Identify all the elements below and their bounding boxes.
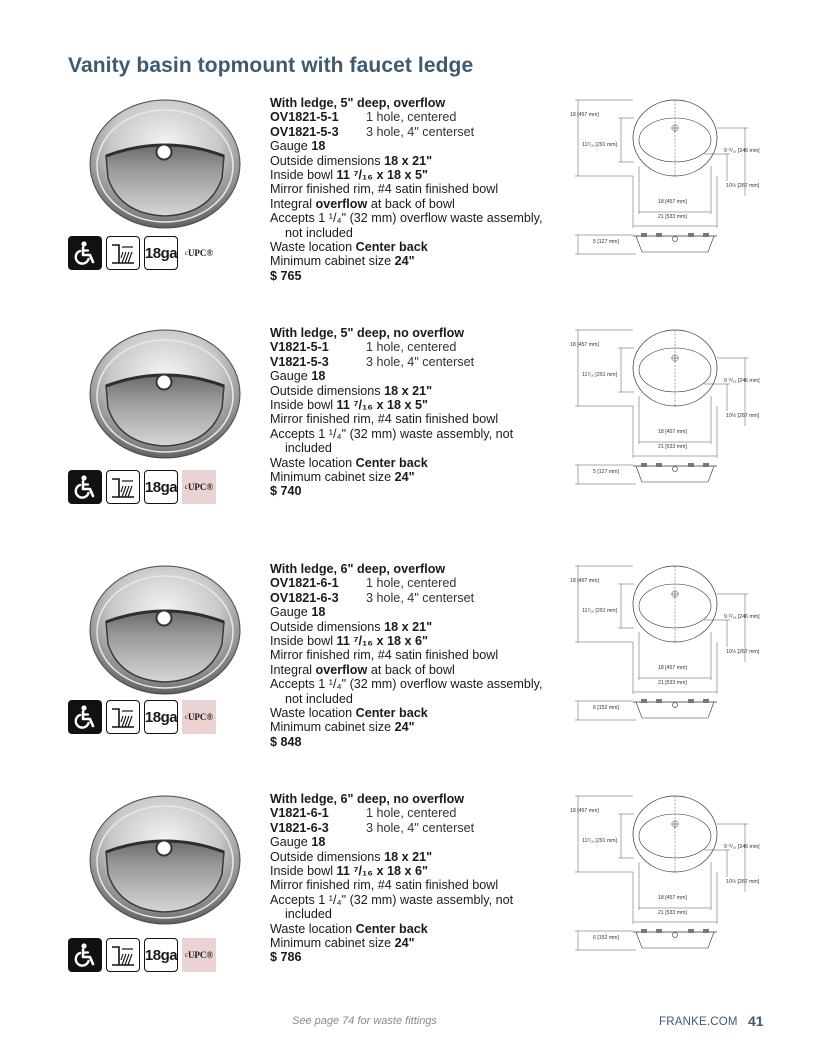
dim-overall-width: 21 [533 mm]: [658, 910, 687, 916]
gauge-badge: 18ga: [144, 700, 178, 734]
dim-bowl-depth: 11⁷⁄₁₆ [291 mm]: [582, 838, 618, 844]
dim-height: 5 [127 mm]: [593, 239, 619, 245]
dimension-drawing: [570, 562, 780, 722]
model-row: [270, 340, 570, 354]
finish-line: Mirror finished rim, #4 satin finished bowl: [270, 412, 499, 427]
dim-back-depth: 10½ [267 mm]: [726, 879, 760, 885]
model-description: 3 hole, 4" centerset: [366, 354, 475, 369]
edge-detail-icon: [106, 700, 140, 734]
upc-c-prefix: c: [184, 249, 188, 257]
accepts-line: Accepts 1 ¹/₄" (32 mm) overflow waste assembly,: [270, 677, 543, 692]
upc-certification-badge: [182, 236, 216, 270]
finish-line: Mirror finished rim, #4 satin finished bowl: [270, 878, 499, 893]
dim-front-depth: 9 ¹¹⁄₁₆ [246 mm]: [724, 844, 760, 850]
certification-icons: [68, 470, 216, 504]
upc-c-prefix: c: [184, 483, 188, 491]
model-row: [270, 125, 570, 139]
dim-overall-depth: 18 [457 mm]: [570, 578, 599, 584]
cabinet-size-line: Minimum cabinet size 24": [270, 254, 415, 269]
outside-dimensions-line: Outside dimensions 18 x 21": [270, 849, 433, 864]
model-description: 1 hole, centered: [366, 110, 457, 125]
model-row: [270, 591, 570, 605]
inside-bowl-line: Inside bowl 11 ⁷/₁₆ x 18 x 5": [270, 398, 428, 413]
dim-bowl-width: 18 [457 mm]: [658, 895, 687, 901]
finish-line: Mirror finished rim, #4 satin finished bowl: [270, 648, 499, 663]
footer-brand[interactable]: FRANKE.COM: [659, 1016, 738, 1028]
model-description: 3 hole, 4" centerset: [366, 820, 475, 835]
model-code: OV1821-5-1: [270, 110, 339, 125]
model-code: V1821-5-3: [270, 354, 329, 369]
upc-mark: UPC®: [187, 950, 214, 960]
cabinet-size-line: Minimum cabinet size 24": [270, 936, 415, 951]
certification-icons: [68, 236, 216, 270]
dim-front-depth: 9 ¹¹⁄₁₆ [246 mm]: [724, 614, 760, 620]
model-row: [270, 110, 570, 124]
edge-detail-icon: [106, 470, 140, 504]
wheelchair-accessible-icon: [68, 938, 102, 972]
model-code: OV1821-6-1: [270, 576, 339, 591]
dim-overall-depth: 18 [457 mm]: [570, 808, 599, 814]
model-description: 1 hole, centered: [366, 806, 457, 821]
outside-dimensions-line: Outside dimensions 18 x 21": [270, 153, 433, 168]
edge-detail-icon: [106, 938, 140, 972]
model-row: [270, 806, 570, 820]
waste-location-line: Waste location Center back: [270, 455, 428, 470]
dimension-drawing: [570, 96, 780, 256]
dim-overall-width: 21 [533 mm]: [658, 214, 687, 220]
model-code: OV1821-5-3: [270, 124, 339, 139]
model-description: 1 hole, centered: [366, 340, 457, 355]
dim-overall-width: 21 [533 mm]: [658, 444, 687, 450]
accepts-line-continued: included: [285, 441, 332, 456]
inside-bowl-line: Inside bowl 11 ⁷/₁₆ x 18 x 5": [270, 168, 428, 183]
wheelchair-accessible-icon: [68, 470, 102, 504]
cabinet-size-line: Minimum cabinet size 24": [270, 470, 415, 485]
product-specs: [270, 562, 570, 749]
accepts-line: Accepts 1 ¹/₄" (32 mm) overflow waste assembly,: [270, 211, 543, 226]
dimension-drawing: [570, 792, 780, 952]
product-heading: With ledge, 6" deep, overflow: [270, 562, 446, 576]
accepts-line-continued: not included: [285, 691, 353, 706]
upc-c-prefix: c: [184, 951, 188, 959]
dim-bowl-depth: 11⁷⁄₁₆ [291 mm]: [582, 608, 618, 614]
integral-overflow-line: Integral overflow at back of bowl: [270, 662, 455, 677]
upc-mark: UPC®: [187, 482, 214, 492]
wheelchair-accessible-icon: [68, 236, 102, 270]
wheelchair-accessible-icon: [68, 700, 102, 734]
model-code: V1821-5-1: [270, 340, 329, 355]
product-section: [0, 792, 816, 997]
accepts-line-continued: included: [285, 907, 332, 922]
sink-photo: [88, 326, 242, 460]
product-heading: With ledge, 5" deep, no overflow: [270, 326, 465, 340]
upc-certification-badge: [182, 938, 216, 972]
dim-height: 5 [127 mm]: [593, 469, 619, 475]
sink-photo: [88, 562, 242, 696]
cabinet-size-line: Minimum cabinet size 24": [270, 720, 415, 735]
dim-bowl-width: 18 [457 mm]: [658, 665, 687, 671]
gauge-line: Gauge 18: [270, 369, 326, 384]
upc-mark: UPC®: [187, 248, 214, 258]
dim-back-depth: 10½ [267 mm]: [726, 183, 760, 189]
price: $ 786: [270, 950, 302, 965]
dim-overall-width: 21 [533 mm]: [658, 680, 687, 686]
gauge-line: Gauge 18: [270, 835, 326, 850]
dim-height: 6 [152 mm]: [593, 935, 619, 941]
waste-location-line: Waste location Center back: [270, 706, 428, 721]
certification-icons: [68, 700, 216, 734]
product-section: [0, 326, 816, 531]
dimension-drawing: [570, 326, 780, 486]
upc-c-prefix: c: [184, 713, 188, 721]
gauge-badge: 18ga: [144, 470, 178, 504]
product-section: [0, 562, 816, 767]
model-code: V1821-6-3: [270, 820, 329, 835]
product-heading: With ledge, 6" deep, no overflow: [270, 792, 465, 806]
certification-icons: [68, 938, 216, 972]
product-heading: With ledge, 5" deep, overflow: [270, 96, 446, 110]
model-code: OV1821-6-3: [270, 590, 339, 605]
accepts-line: Accepts 1 ¹/₄" (32 mm) waste assembly, not: [270, 892, 514, 907]
inside-bowl-line: Inside bowl 11 ⁷/₁₆ x 18 x 6": [270, 634, 428, 649]
dim-front-depth: 9 ¹¹⁄₁₆ [246 mm]: [724, 378, 760, 384]
dim-height: 6 [152 mm]: [593, 705, 619, 711]
sink-photo: [88, 792, 242, 926]
footer-note: See page 74 for waste fittings: [292, 1015, 437, 1027]
product-specs: [270, 326, 570, 499]
price: $ 765: [270, 268, 302, 283]
product-specs: [270, 792, 570, 965]
outside-dimensions-line: Outside dimensions 18 x 21": [270, 619, 433, 634]
finish-line: Mirror finished rim, #4 satin finished bowl: [270, 182, 499, 197]
price: $ 848: [270, 734, 302, 749]
model-description: 3 hole, 4" centerset: [366, 124, 475, 139]
gauge-badge: 18ga: [144, 236, 178, 270]
dim-bowl-width: 18 [457 mm]: [658, 199, 687, 205]
price: $ 740: [270, 484, 302, 499]
page-title: Vanity basin topmount with faucet ledge: [68, 54, 474, 77]
integral-overflow-line: Integral overflow at back of bowl: [270, 196, 455, 211]
model-row: [270, 576, 570, 590]
dim-overall-depth: 18 [457 mm]: [570, 342, 599, 348]
upc-mark: UPC®: [187, 712, 214, 722]
dim-overall-depth: 18 [457 mm]: [570, 112, 599, 118]
upc-certification-badge: [182, 700, 216, 734]
waste-location-line: Waste location Center back: [270, 240, 428, 255]
waste-location-line: Waste location Center back: [270, 921, 428, 936]
gauge-line: Gauge 18: [270, 605, 326, 620]
edge-detail-icon: [106, 236, 140, 270]
dim-back-depth: 10½ [267 mm]: [726, 649, 760, 655]
product-section: [0, 96, 816, 301]
outside-dimensions-line: Outside dimensions 18 x 21": [270, 383, 433, 398]
dim-back-depth: 10½ [267 mm]: [726, 413, 760, 419]
model-description: 3 hole, 4" centerset: [366, 590, 475, 605]
product-specs: [270, 96, 570, 283]
accepts-line-continued: not included: [285, 225, 353, 240]
dim-bowl-width: 18 [457 mm]: [658, 429, 687, 435]
dim-front-depth: 9 ¹¹⁄₁₆ [246 mm]: [724, 148, 760, 154]
gauge-badge: 18ga: [144, 938, 178, 972]
model-row: [270, 821, 570, 835]
inside-bowl-line: Inside bowl 11 ⁷/₁₆ x 18 x 6": [270, 864, 428, 879]
upc-certification-badge: [182, 470, 216, 504]
sink-photo: [88, 96, 242, 230]
accepts-line: Accepts 1 ¹/₄" (32 mm) waste assembly, not: [270, 426, 514, 441]
model-code: V1821-6-1: [270, 806, 329, 821]
gauge-line: Gauge 18: [270, 139, 326, 154]
page-number: 41: [748, 1013, 764, 1029]
dim-bowl-depth: 11⁷⁄₁₆ [291 mm]: [582, 372, 618, 378]
model-row: [270, 355, 570, 369]
dim-bowl-depth: 11⁷⁄₁₆ [291 mm]: [582, 142, 618, 148]
model-description: 1 hole, centered: [366, 576, 457, 591]
